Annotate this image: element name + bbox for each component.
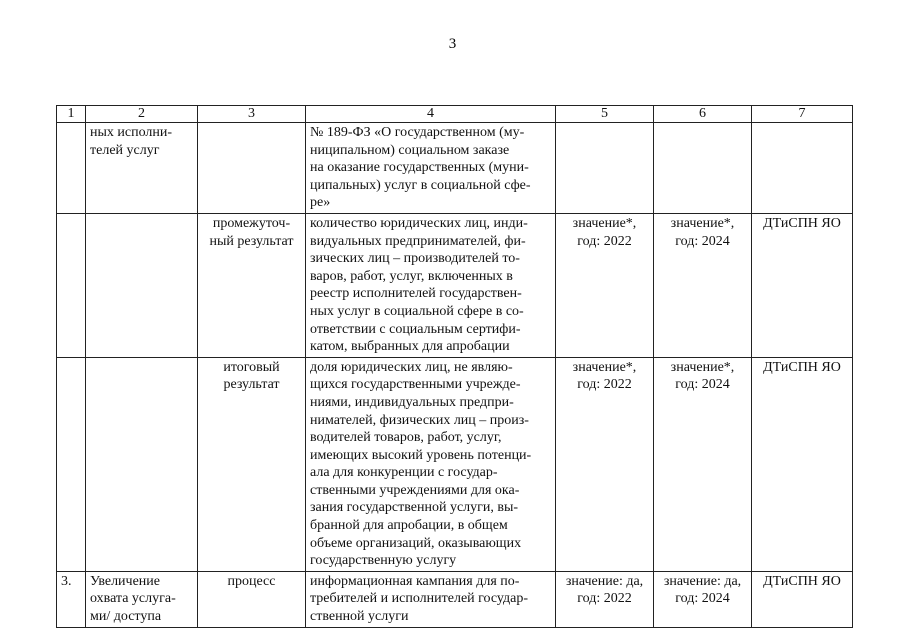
cell-c6 bbox=[654, 123, 752, 214]
column-header-1: 1 bbox=[57, 106, 86, 123]
column-header-6: 6 bbox=[654, 106, 752, 123]
cell-c2: ных исполни- телей услуг bbox=[86, 123, 198, 214]
cell-c7 bbox=[752, 123, 853, 214]
cell-c1 bbox=[57, 357, 86, 571]
cell-c4: информационная кампания для по- требителей и исполнителей государ- ственной услуги bbox=[306, 571, 556, 627]
page-number: 3 bbox=[448, 36, 457, 52]
column-header-5: 5 bbox=[556, 106, 654, 123]
cell-c7: ДТиСПН ЯО bbox=[752, 213, 853, 357]
cell-c6: значение*, год: 2024 bbox=[654, 357, 752, 571]
cell-c5: значение: да, год: 2022 bbox=[556, 571, 654, 627]
cell-c2: Увеличение охвата услуга- ми/ доступа bbox=[86, 571, 198, 627]
cell-c3: процесс bbox=[198, 571, 306, 627]
column-header-4: 4 bbox=[306, 106, 556, 123]
table-row bbox=[57, 357, 853, 571]
cell-c4: доля юридических лиц, не являю- щихся государственными учрежде- ниями, индивидуальных предпри- нимателей, физических лиц – произ- водителей товаров, работ, услуг, имеющих высокий уровень потенци- ала для конкуренции с государ- ственными учреждениями для ока- зания государственной услуги, вы- бранной для апробации, в общем объеме организаций, оказывающих государственную услугу bbox=[306, 357, 556, 571]
cell-c2 bbox=[86, 357, 198, 571]
column-header-3: 3 bbox=[198, 106, 306, 123]
cell-c7: ДТиСПН ЯО bbox=[752, 357, 853, 571]
column-header-7: 7 bbox=[752, 106, 853, 123]
column-header-2: 2 bbox=[86, 106, 198, 123]
table-header-row bbox=[57, 106, 853, 123]
cell-c4: количество юридических лиц, инди- видуальных предпринимателей, фи- зических лиц – производителей то- варов, работ, услуг, включенных в реестр исполнителей государствен- ных услуг в социальной сфере в со- ответствии с социальным сертифи- катом, выбранных для апробации bbox=[306, 213, 556, 357]
cell-c3 bbox=[198, 123, 306, 214]
cell-c1 bbox=[57, 123, 86, 214]
cell-c4: № 189-ФЗ «О государственном (му- ниципальном) социальном заказе на оказание государственных (муни- ципальных) услуг в социальной сфе- ре» bbox=[306, 123, 556, 214]
table-row bbox=[57, 123, 853, 214]
cell-c2 bbox=[86, 213, 198, 357]
cell-c3: промежуточ- ный результат bbox=[198, 213, 306, 357]
cell-c6: значение*, год: 2024 bbox=[654, 213, 752, 357]
cell-c1: 3. bbox=[57, 571, 86, 627]
cell-c1 bbox=[57, 213, 86, 357]
document-table bbox=[56, 105, 853, 628]
cell-c6: значение: да, год: 2024 bbox=[654, 571, 752, 627]
cell-c5: значение*, год: 2022 bbox=[556, 357, 654, 571]
cell-c5 bbox=[556, 123, 654, 214]
cell-c7: ДТиСПН ЯО bbox=[752, 571, 853, 627]
cell-c5: значение*, год: 2022 bbox=[556, 213, 654, 357]
table-row bbox=[57, 571, 853, 627]
cell-c3: итоговый результат bbox=[198, 357, 306, 571]
table-row bbox=[57, 213, 853, 357]
